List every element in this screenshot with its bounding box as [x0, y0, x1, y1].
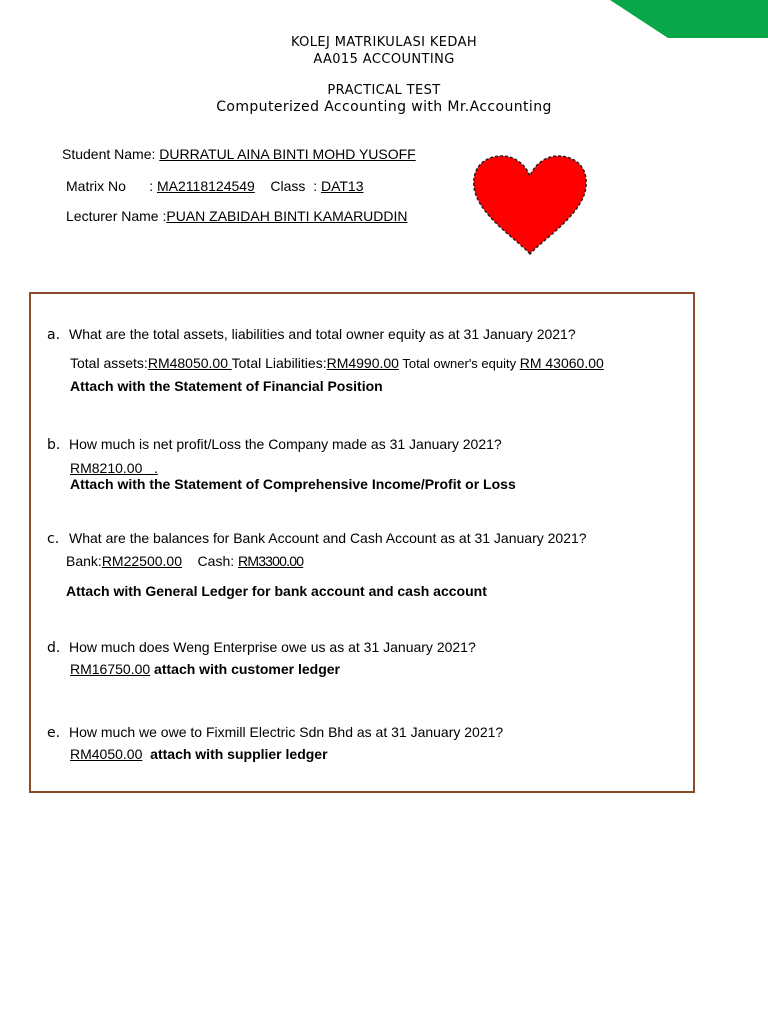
customer-ledger-note: attach with customer ledger: [150, 661, 340, 677]
question-text: How much is net profit/Loss the Company made as 31 January 2021?: [69, 436, 502, 452]
net-profit-value: RM8210.00 .: [70, 460, 158, 476]
attach-note-c: Attach with General Ledger for bank account and cash account: [66, 583, 487, 599]
questions-box: [29, 292, 695, 793]
question-e: [47, 724, 503, 741]
answer-d: [70, 661, 340, 677]
total-liabilities-label: Total Liabilities:: [231, 355, 327, 371]
supplier-owed-value: RM4050.00: [70, 746, 143, 762]
bank-label: Bank:: [66, 553, 102, 569]
student-name-value: DURRATUL AINA BINTI MOHD YUSOFF: [159, 146, 416, 162]
total-liabilities-value: RM4990.00: [326, 355, 399, 371]
total-assets-label: Total assets:: [70, 355, 148, 371]
matrix-row: [66, 178, 364, 194]
bank-value: RM22500.00: [101, 553, 182, 569]
attach-note-a: Attach with the Statement of Financial Position: [70, 378, 383, 394]
question-text: How much does Weng Enterprise owe us as at 31 January 2021?: [69, 639, 476, 655]
class-value: DAT13: [320, 178, 364, 194]
attach-note-b: Attach with the Statement of Comprehensive Income/Profit or Loss: [70, 476, 516, 492]
question-letter: b.: [47, 437, 61, 453]
heart-icon: [470, 152, 590, 258]
lecturer-row: [66, 208, 408, 224]
question-c: [47, 530, 587, 547]
test-subtitle: Computerized Accounting with Mr.Accounting: [216, 99, 552, 115]
question-a: [47, 326, 576, 343]
question-letter: c.: [47, 531, 60, 547]
matrix-label: Matrix No :: [66, 178, 158, 194]
college-name: KOLEJ MATRIKULASI KEDAH: [290, 35, 478, 50]
answer-c: [66, 553, 303, 569]
student-name-label: Student Name:: [62, 146, 160, 162]
question-letter: e.: [47, 725, 61, 741]
question-text: What are the balances for Bank Account and Cash Account as at 31 January 2021?: [69, 530, 587, 546]
course-name: AA015 ACCOUNTING: [313, 52, 455, 67]
question-d: [47, 639, 476, 656]
cash-value: RM3300.00: [238, 553, 304, 569]
lecturer-value: PUAN ZABIDAH BINTI KAMARUDDIN: [166, 208, 408, 224]
supplier-ledger-note: attach with supplier ledger: [142, 746, 328, 762]
total-assets-value: RM48050.00: [147, 355, 232, 371]
cash-label: Cash:: [181, 553, 239, 569]
matrix-value: MA2118124549: [157, 178, 255, 194]
customer-owed-value: RM16750.00: [70, 661, 151, 677]
class-label: Class :: [254, 178, 321, 194]
question-text: How much we owe to Fixmill Electric Sdn Bhd as at 31 January 2021?: [69, 724, 504, 740]
lecturer-label: Lecturer Name :: [66, 208, 167, 224]
owner-equity-label: Total owner's equity: [398, 356, 520, 371]
question-b: [47, 436, 502, 453]
answer-e: [70, 746, 328, 762]
answer-a: [70, 355, 604, 371]
test-title: PRACTICAL TEST: [327, 83, 441, 98]
question-letter: a.: [47, 327, 61, 343]
answer-b: [70, 460, 158, 476]
student-name-row: [62, 146, 416, 162]
question-letter: d.: [47, 640, 61, 656]
question-text: What are the total assets, liabilities and total owner equity as at 31 January 2021?: [69, 326, 576, 342]
owner-equity-value: RM 43060.00: [519, 355, 604, 371]
document-header: [0, 34, 768, 116]
